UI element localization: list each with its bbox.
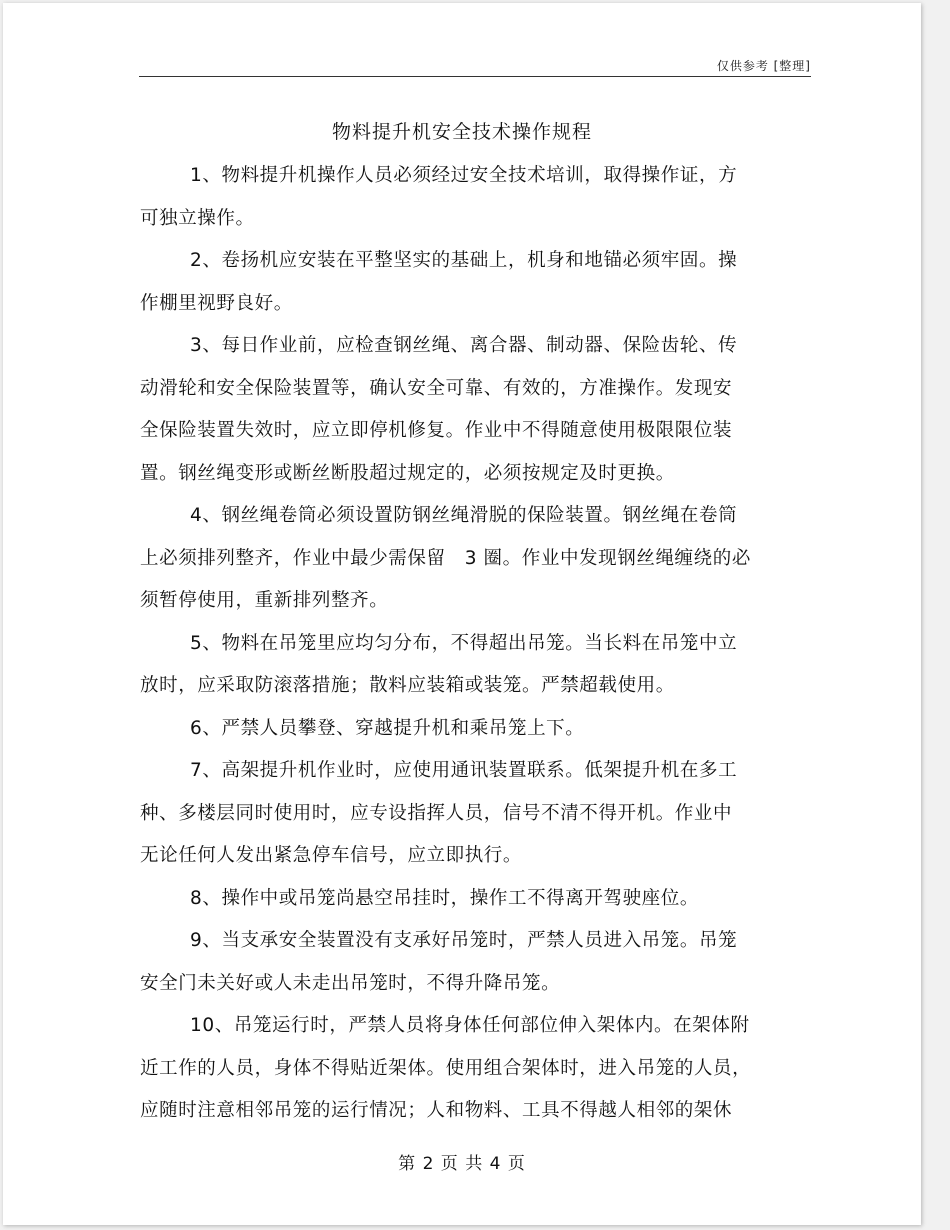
paragraph-line: 8、操作中或吊笼尚悬空吊挂时，操作工不得离开驾驶座位。	[190, 887, 699, 909]
paragraph	[140, 878, 780, 921]
paragraph-line: 须暂停使用，重新排列整齐。	[140, 590, 389, 611]
document-page	[3, 3, 921, 1225]
header-divider	[139, 76, 811, 77]
paragraph	[140, 325, 780, 495]
paragraph	[140, 708, 780, 751]
paragraph-line: 上必须排列整齐，作业中最少需保留 3 圈。作业中发现钢丝绳缠绕的必	[140, 547, 751, 569]
paragraph	[140, 155, 780, 240]
paragraph-line: 5、物料在吊笼里应均匀分布，不得超出吊笼。当长料在吊笼中立	[190, 632, 738, 654]
paragraph	[140, 623, 780, 708]
paragraph-line: 应随时注意相邻吊笼的运行情况；人和物料、工具不得越人相邻的架休	[140, 1100, 733, 1121]
paragraph	[140, 750, 780, 878]
paragraph-line: 安全门未关好或人未走出吊笼时，不得升降吊笼。	[140, 972, 561, 994]
paragraph	[140, 1005, 780, 1133]
paragraph-line: 全保险装置失效时，应立即停机修复。作业中不得随意使用极限限位装	[140, 420, 733, 441]
document-title: 物料提升机安全技术操作规程	[331, 121, 592, 143]
paragraph	[140, 920, 780, 1005]
paragraph	[140, 240, 780, 325]
paragraph-line: 4、钢丝绳卷筒必须设置防钢丝绳滑脱的保险装置。钢丝绳在卷筒	[190, 505, 738, 526]
paragraph-line: 9、当支承安全装置没有支承好吊笼时，严禁人员进入吊笼。吊笼	[190, 930, 738, 951]
paragraph-line: 近工作的人员，身体不得贴近架体。使用组合架体时，进入吊笼的人员，	[140, 1057, 752, 1079]
paragraph	[140, 495, 780, 623]
document-body	[140, 155, 780, 1133]
paragraph-line: 7、高架提升机作业时，应使用通讯装置联系。低架提升机在多工	[190, 760, 738, 781]
page-number: 第 2 页 共 4 页	[398, 1154, 526, 1174]
paragraph-line: 6、严禁人员攀登、穿越提升机和乘吊笼上下。	[190, 717, 585, 739]
paragraph-line: 放时，应采取防滚落措施；散料应装箱或装笼。严禁超载使用。	[140, 675, 675, 696]
paragraph-line: 10、吊笼运行时，严禁人员将身体任何部位伸入架体内。在架体附	[190, 1015, 750, 1036]
paragraph-line: 无论任何人发出紧急停车信号，应立即执行。	[140, 845, 523, 866]
paragraph-line: 种、多楼层同时使用时，应专设指挥人员，信号不清不得开机。作业中	[140, 802, 733, 824]
paragraph-line: 2、卷扬机应安装在平整坚实的基础上，机身和地锚必须牢固。操	[190, 250, 738, 271]
paragraph-line: 3、每日作业前，应检查钢丝绳、离合器、制动器、保险齿轮、传	[190, 335, 738, 356]
paragraph-line: 1、物料提升机操作人员必须经过安全技术培训，取得操作证，方	[190, 165, 738, 186]
paragraph-line: 作棚里视野良好。	[140, 292, 293, 314]
paragraph-line: 置。钢丝绳变形或断丝断股超过规定的，必须按规定及时更换。	[140, 462, 675, 484]
paragraph-line: 可独立操作。	[140, 207, 255, 229]
header-note: 仅供参考 [整理]	[716, 59, 811, 73]
paragraph-line: 动滑轮和安全保险装置等，确认安全可靠、有效的，方准操作。发现安	[140, 377, 733, 399]
